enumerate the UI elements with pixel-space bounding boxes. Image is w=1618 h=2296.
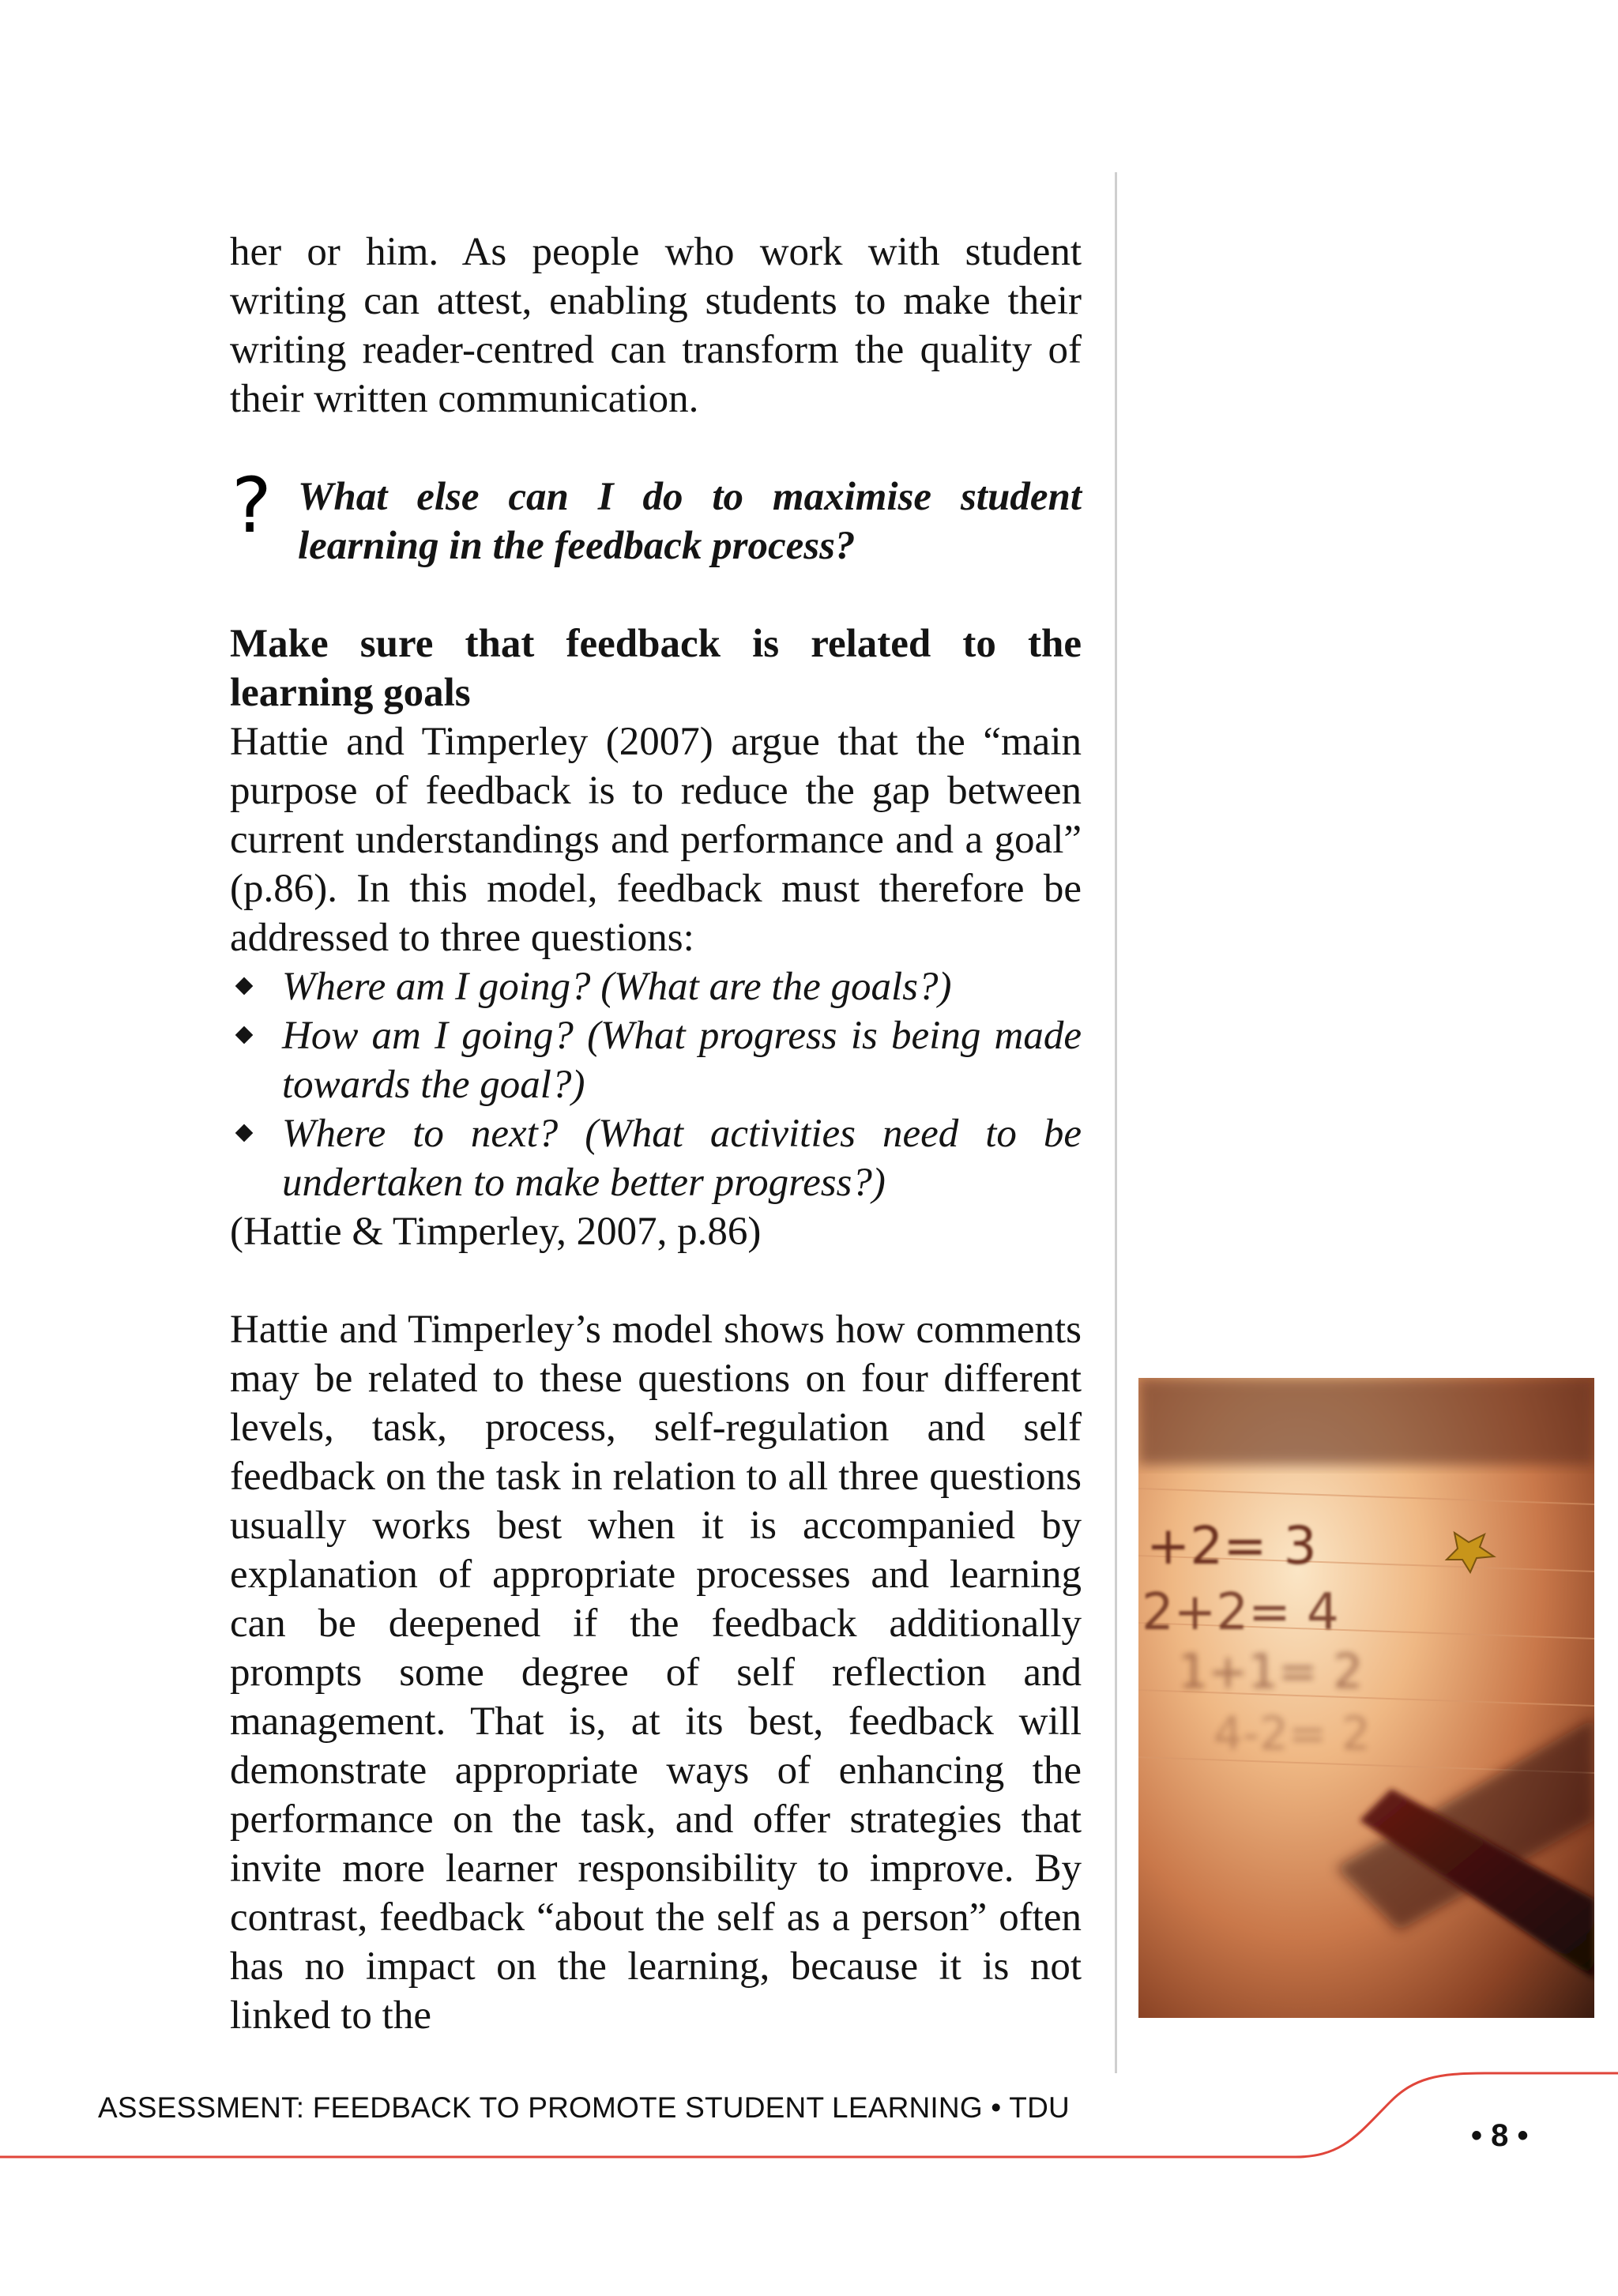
paragraph-hattie: Hattie and Timperley (2007) argue that the “main purpose of feedback is to reduce the gap between current understandings and performance and a goal” (p.86). In this model, feedback must therefore be addressed to three questions: (230, 720, 1082, 960)
handwriting-line: 2+2= 4 (1142, 1583, 1339, 1642)
intro-paragraph: her or him. As people who work with student writing can attest, enabling students to make their writing reader-centred can transform the quality of their written communication. (230, 230, 1082, 421)
column-divider (1115, 172, 1117, 2073)
list-item (230, 1109, 1082, 1207)
question-block (230, 461, 1082, 570)
question-list (230, 962, 1082, 1207)
diamond-bullet-icon (235, 1124, 254, 1142)
handwriting-line: +2= 3 (1146, 1515, 1317, 1576)
main-text-column (230, 228, 1082, 2040)
diamond-bullet-icon (235, 977, 254, 996)
diamond-bullet-icon (235, 1026, 254, 1044)
section-heading: Make sure that feedback is related to the learning goals (230, 622, 1082, 715)
question-text: What else can I do to maximise student learning in the feedback process? (298, 475, 1082, 568)
question-mark-icon: ? (231, 461, 272, 550)
citation: (Hattie & Timperley, 2007, p.86) (230, 1210, 762, 1254)
handwriting-line: 1+1= 2 (1178, 1644, 1364, 1699)
spacer (230, 423, 1082, 472)
footer-running-title: ASSESSMENT: FEEDBACK TO PROMOTE STUDENT LEARNING • TDU (98, 2091, 1070, 2124)
page-number: • 8 • (1471, 2118, 1529, 2153)
list-item-text: Where to next? (What activities need to be undertaken to make better progress?) (282, 1112, 1082, 1205)
list-item (230, 962, 1082, 1011)
list-item-text: Where am I going? (What are the goals?) (282, 965, 952, 1009)
photo-illustration (1138, 1378, 1594, 2018)
handwriting-line: 4-2= 2 (1214, 1707, 1371, 1760)
paragraph-model: Hattie and Timperley’s model shows how comments may be related to these questions on four different levels, task, process, self-regulation and self feedback on the task in relation to all three questions usually works best when it is accompanied by explanation of appropriate processes and learning can be deepened if the feedback additionally prompts some degree of self reflection and management. That is, at its best, feedback will demonstrate appropriate ways of enhancing the performance on the task, and offer strategies that invite more learner responsibility to improve. By contrast, feedback “about the self as a person” often has no impact on the learning, because it is not linked to the (230, 1308, 1082, 2038)
spacer (230, 1256, 1082, 1305)
list-item (230, 1011, 1082, 1109)
list-item-text: How am I going? (What progress is being made towards the goal?) (282, 1014, 1082, 1107)
math-worksheet-photo (1138, 1378, 1594, 2018)
spacer (230, 570, 1082, 619)
